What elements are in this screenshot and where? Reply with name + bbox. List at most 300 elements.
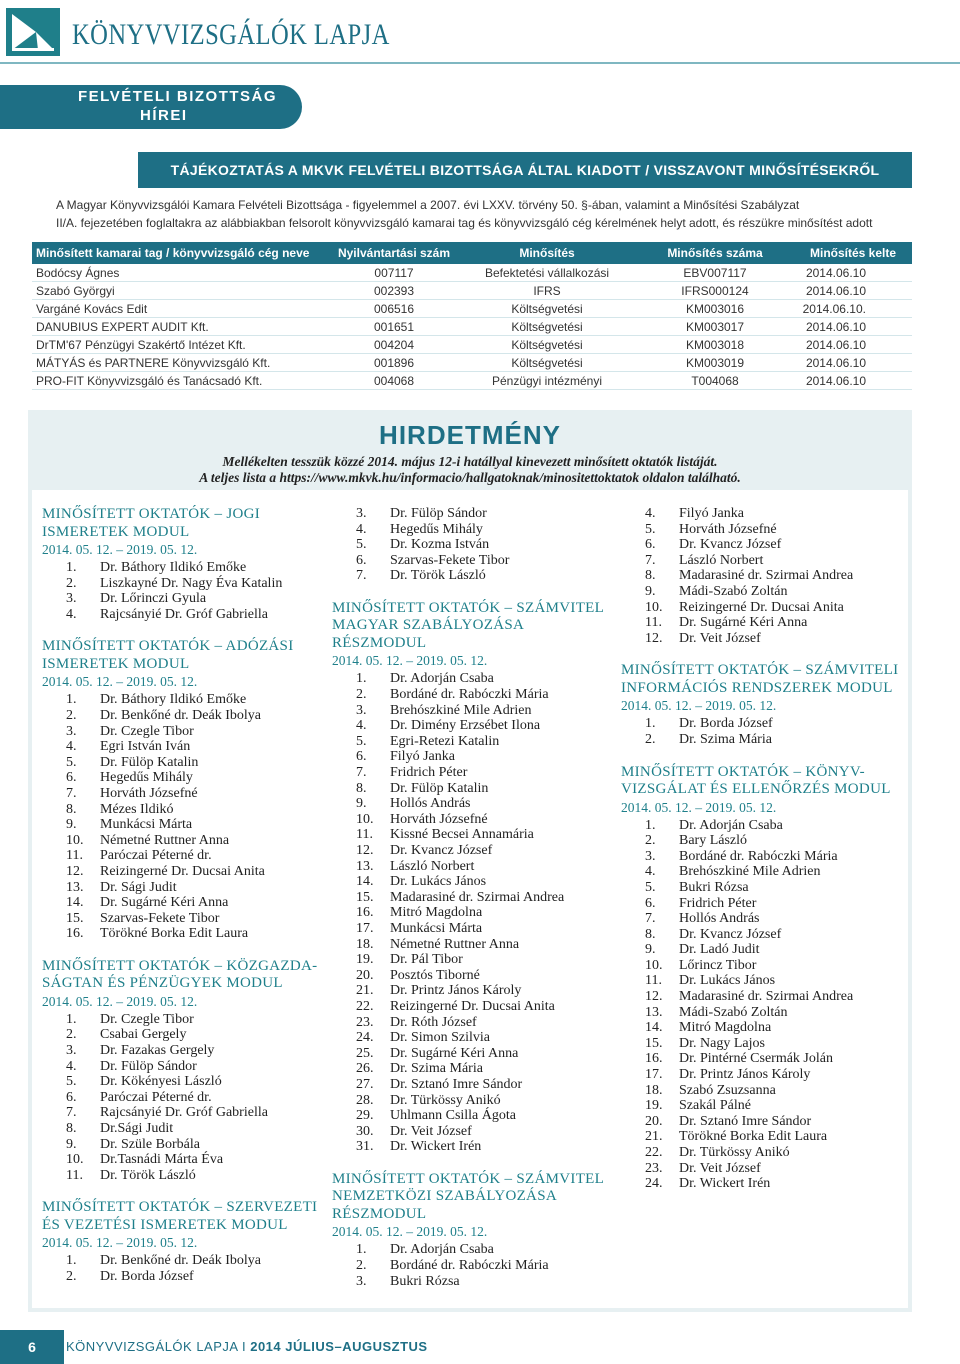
list-item [42, 692, 322, 708]
list-item-number: 24. [356, 1030, 374, 1046]
list-item [42, 1027, 322, 1043]
list-item-number: 19. [356, 952, 374, 968]
table-row [32, 372, 912, 390]
list-item [42, 817, 322, 833]
section-title: ÉS VEZETÉSI ISMERETEK MODUL [42, 1216, 288, 1233]
list-item-name: Hegedűs Mihály [390, 521, 483, 537]
list-item [621, 732, 906, 748]
list-item-number: 8. [645, 568, 656, 584]
section-title: MINŐSÍTETT OKTATÓK – SZERVEZETI [42, 1199, 318, 1216]
list-item [621, 973, 906, 989]
list-item-number: 21. [356, 983, 374, 999]
masthead-divider [0, 62, 960, 64]
cell-qualification-number: T004068 [636, 372, 794, 390]
list-item-number: 7. [66, 1105, 77, 1121]
list-item [42, 1105, 322, 1121]
list-item-number: 8. [66, 1121, 77, 1137]
list-item [42, 1012, 322, 1028]
list-item-number: 13. [66, 879, 84, 895]
list-item-number: 10. [66, 832, 84, 848]
footer-publication: KÖNYVVIZSGÁLÓK LAPJA [66, 1339, 238, 1354]
cell-qualification: Költségvetési [458, 300, 636, 318]
section-title: MINŐSÍTETT OKTATÓK – ADÓZÁSI [42, 638, 294, 655]
list-item-number: 1. [356, 1242, 367, 1258]
section-tab [66, 85, 302, 129]
list-item-number: 11. [66, 848, 83, 864]
section-gap [42, 942, 322, 958]
list-item-name: László Norbert [679, 552, 764, 568]
list-item [621, 880, 906, 896]
cell-date: 2014.06.10 [794, 372, 912, 390]
list-item-number: 8. [645, 926, 656, 942]
instructor-list [42, 1253, 322, 1284]
list-item-name: Paróczai Péterné dr. [100, 848, 212, 864]
list-item-name: Dr. Veit József [679, 630, 761, 646]
logo-mark-icon [6, 8, 60, 56]
list-item-name: Dr. Sági Judit [100, 879, 177, 895]
list-item [332, 999, 612, 1015]
cell-qualification: Költségvetési [458, 354, 636, 372]
cell-qualification: Költségvetési [458, 318, 636, 336]
cell-date: 2014.06.10 [794, 282, 912, 300]
list-item-number: 2. [645, 731, 656, 747]
logo [6, 8, 60, 56]
footer-issue: 2014 JÚLIUS–AUGUSZTUS [250, 1339, 428, 1354]
list-item [621, 833, 906, 849]
list-item-name: Dr. Simon Szilvia [390, 1030, 490, 1046]
list-item [621, 1145, 906, 1161]
list-item [621, 911, 906, 927]
instructor-section [42, 942, 322, 1184]
instructor-list [621, 818, 906, 1192]
list-item-name: Fridrich Péter [390, 765, 468, 781]
list-item [42, 607, 322, 623]
list-item-name: Hollós András [679, 911, 760, 927]
list-item-number: 2. [356, 1257, 367, 1273]
instructor-list [332, 671, 612, 1154]
section-date-range: 2014. 05. 12. – 2019. 05. 12. [42, 674, 198, 690]
notice-subtitle-2: A teljes lista a https://www.mkvk.hu/informacio/hallgatoknak/minositettoktatok oldalon található. [199, 470, 741, 485]
list-item-name: Dr. Fülöp Katalin [390, 780, 489, 796]
list-item-name: Törökné Borka Edit Laura [100, 926, 249, 942]
col-header-qualification-number: Minősítés száma [636, 242, 794, 264]
footer-separator: I [241, 1339, 247, 1354]
list-item-name: Dr. Fülöp Sándor [390, 506, 487, 521]
list-item [332, 1015, 612, 1031]
list-item-number: 11. [645, 615, 662, 631]
list-item [332, 843, 612, 859]
list-item-name: Dr. Adorján Csaba [390, 671, 494, 687]
list-item-number: 13. [645, 1004, 663, 1020]
list-item-name: Dr. Báthory Ildikó Emőke [100, 560, 247, 575]
section-title: MAGYAR SZABÁLYOZÁSA [332, 617, 525, 634]
list-item [332, 765, 612, 781]
list-item-number: 2. [66, 1027, 77, 1043]
list-item [621, 553, 906, 569]
list-item [42, 591, 322, 607]
list-item-name: Dr. Pál Tibor [390, 952, 463, 968]
list-item-name: Lőrincz Tibor [679, 957, 757, 973]
list-item-name: Németné Ruttner Anna [390, 936, 520, 952]
list-item [332, 671, 612, 687]
list-item-name: Dr. Borda József [100, 1269, 194, 1284]
list-item [621, 1020, 906, 1036]
list-item-name: Rajcsányié Dr. Gróf Gabriella [100, 606, 268, 622]
list-item-number: 6. [645, 895, 656, 911]
section-tab-line1: FELVÉTELI BIZOTTSÁG [78, 88, 278, 105]
list-item-name: Egri István Iván [100, 739, 191, 755]
instructor-list [42, 1012, 322, 1184]
cell-qualification: Pénzügyi intézményi [458, 372, 636, 390]
list-item-number: 18. [645, 1082, 663, 1098]
list-item-number: 9. [645, 942, 656, 958]
list-item-number: 8. [356, 780, 367, 796]
list-item-number: 16. [645, 1051, 663, 1067]
list-item [332, 687, 612, 703]
col-header-reg-number: Nyilvántartási szám [330, 242, 458, 264]
list-item-name: Dr. Lőrinczi Gyula [100, 591, 207, 607]
list-item-number: 3. [356, 702, 367, 718]
list-item-name: Dr. Türkössy Anikó [390, 1092, 501, 1108]
list-item-name: Dr. Szima Mária [390, 1061, 483, 1077]
table-row [32, 336, 912, 354]
list-item-number: 5. [356, 537, 367, 553]
section-tab-line2: HÍREI [140, 107, 188, 124]
footer-text [66, 1339, 428, 1354]
section-title: SÁGTAN ÉS PÉNZÜGYEK MODUL [42, 975, 283, 992]
list-item [332, 537, 612, 553]
section-title: RÉSZMODUL [332, 634, 427, 651]
cell-date: 2014.06.10. [794, 300, 912, 318]
list-item [42, 833, 322, 849]
list-item-name: Dr. Benkőné dr. Deák Ibolya [100, 1253, 261, 1269]
list-item-name: Dr. Lukács János [679, 973, 776, 989]
list-item [621, 522, 906, 538]
list-item [42, 708, 322, 724]
list-item-number: 30. [356, 1123, 374, 1139]
list-item-number: 7. [645, 911, 656, 927]
section-date-range: 2014. 05. 12. – 2019. 05. 12. [621, 698, 777, 714]
list-item-name: Posztós Tiborné [390, 967, 480, 983]
list-item [621, 864, 906, 880]
list-item [42, 1168, 322, 1184]
list-item-number: 13. [356, 858, 374, 874]
list-item-number: 17. [645, 1067, 663, 1083]
list-item-name: Dr. Veit József [679, 1160, 761, 1176]
instructor-column-3 [621, 506, 906, 1192]
list-item [621, 1083, 906, 1099]
list-item [42, 1152, 322, 1168]
list-item-name: Fridrich Péter [679, 895, 757, 911]
list-item-name: Szabó Zsuzsanna [679, 1082, 776, 1098]
list-item-name: Bordáné dr. Rabóczki Mária [390, 1257, 549, 1273]
list-item-name: Rajcsányié Dr. Gróf Gabriella [100, 1105, 268, 1121]
list-item-name: Dr. Kvancz József [679, 537, 782, 553]
list-item [42, 1269, 322, 1285]
list-item [42, 1059, 322, 1075]
list-item-number: 5. [645, 521, 656, 537]
table-row [32, 300, 912, 318]
list-item-name: Brehószkiné Mile Adrien [679, 864, 821, 880]
list-item-name: Dr. Fülöp Katalin [100, 754, 199, 770]
list-item-name: Horváth Józsefné [390, 811, 488, 827]
col-header-date: Minősítés kelte [794, 242, 912, 264]
table-row [32, 282, 912, 300]
cell-reg-number: 001896 [330, 354, 458, 372]
list-item [42, 1121, 322, 1137]
section-title: MINŐSÍTETT OKTATÓK – SZÁMVITELI [621, 662, 899, 679]
list-item-number: 4. [356, 521, 367, 537]
cell-name: Szabó Györgyi [32, 282, 330, 300]
list-item-number: 7. [356, 568, 367, 584]
list-item [621, 1051, 906, 1067]
list-item-number: 2. [66, 707, 77, 723]
section-title: NEMZETKÖZI SZABÁLYOZÁSA [332, 1188, 557, 1205]
list-item-number: 14. [66, 895, 84, 911]
list-item-name: Dr. Török László [390, 568, 486, 584]
list-item-number: 2. [356, 687, 367, 703]
section-title: MINŐSÍTETT OKTATÓK – SZÁMVITEL [332, 1170, 605, 1187]
list-item-number: 21. [645, 1129, 663, 1145]
list-item-number: 1. [66, 560, 77, 575]
list-item [332, 983, 612, 999]
notice-panel-border-bottom [28, 1308, 912, 1312]
section-tab-bar [0, 85, 66, 129]
instructor-section [621, 646, 906, 747]
list-item-number: 4. [645, 506, 656, 521]
list-item-name: Bukri Rózsa [679, 879, 749, 895]
list-item-number: 19. [645, 1098, 663, 1114]
list-item [332, 734, 612, 750]
notice-panel-border-right [908, 490, 912, 1312]
list-item-number: 26. [356, 1061, 374, 1077]
list-item [332, 874, 612, 890]
section-title: INFORMÁCIÓS RENDSZEREK MODUL [621, 679, 893, 696]
section-gap [621, 646, 906, 662]
section-gap [332, 1155, 612, 1171]
list-item [42, 739, 322, 755]
list-item [621, 1098, 906, 1114]
list-item-number: 22. [645, 1145, 663, 1160]
list-item-number: 7. [66, 785, 77, 801]
list-item-name: Madarasiné dr. Szirmai Andrea [679, 989, 854, 1005]
list-item [332, 1077, 612, 1093]
list-item-number: 3. [66, 723, 77, 739]
list-item [332, 937, 612, 953]
list-item-number: 4. [645, 864, 656, 880]
list-item [332, 827, 612, 843]
cell-qualification-number: EBV007117 [636, 264, 794, 282]
section-title: MINŐSÍTETT OKTATÓK – KÖNYV- [621, 763, 865, 780]
list-item-name: Németné Ruttner Anna [100, 832, 230, 848]
list-item-name: Dr. Kvancz József [390, 843, 493, 858]
list-item-number: 10. [645, 599, 663, 615]
list-item-number: 1. [356, 671, 367, 687]
list-item [332, 506, 612, 522]
list-item-number: 27. [356, 1076, 374, 1092]
list-item-number: 31. [356, 1139, 374, 1155]
cell-name: MÁTYÁS és PARTNERE Könyvvizsgáló Kft. [32, 354, 330, 372]
list-item [621, 1176, 906, 1192]
notice-subtitle-1: Mellékelten tesszük közzé 2014. május 12-i hatállyal kinevezett minősített oktatók listáját. [222, 454, 718, 469]
cell-qualification-number: KM003017 [636, 318, 794, 336]
list-item-number: 7. [645, 552, 656, 568]
list-item-number: 5. [66, 1074, 77, 1090]
list-item [332, 718, 612, 734]
section-title: ISMERETEK MODUL [42, 655, 190, 672]
list-item-name: Szarvas-Fekete Tibor [100, 910, 220, 926]
list-item [621, 1005, 906, 1021]
col-header-name: Minősített kamarai tag / könyvvizsgáló cég neve [32, 242, 330, 264]
list-item-name: Madarasiné dr. Szirmai Andrea [679, 568, 854, 584]
list-item-number: 7. [356, 765, 367, 781]
list-item-number: 4. [66, 606, 77, 622]
list-item-number: 11. [356, 827, 373, 843]
list-item-number: 24. [645, 1176, 663, 1192]
intro-line-2: II/A. fejezetében foglaltakra az alábbiakban felsorolt könyvvizsgáló kamarai tag és könyvvizsgáló cég kérelmének helyt adott, és részükre minősítést adott [56, 216, 873, 230]
list-item-number: 6. [356, 552, 367, 568]
list-item-number: 15. [645, 1035, 663, 1051]
cell-name: Bodócsy Ágnes [32, 264, 330, 282]
list-item [42, 926, 322, 942]
list-item [332, 1242, 612, 1258]
list-item [42, 770, 322, 786]
cell-reg-number: 007117 [330, 264, 458, 282]
list-item-number: 4. [356, 718, 367, 734]
list-item-name: Dr. Adorján Csaba [679, 817, 783, 833]
instructor-section [332, 584, 612, 1155]
cell-qualification: Költségvetési [458, 336, 636, 354]
list-item-number: 17. [356, 920, 374, 936]
cell-date: 2014.06.10 [794, 354, 912, 372]
list-item [621, 958, 906, 974]
cell-reg-number: 006516 [330, 300, 458, 318]
list-item-number: 2. [66, 1269, 77, 1284]
list-item [332, 522, 612, 538]
section-gap [332, 584, 612, 600]
section-title: ISMERETEK MODUL [42, 523, 190, 540]
list-item [332, 781, 612, 797]
list-item-number: 16. [356, 905, 374, 921]
list-item [332, 749, 612, 765]
list-item [332, 890, 612, 906]
list-item [42, 802, 322, 818]
list-item-number: 10. [356, 811, 374, 827]
list-item-number: 3. [66, 591, 77, 607]
list-item [42, 880, 322, 896]
section-date-range: 2014. 05. 12. – 2019. 05. 12. [332, 1224, 488, 1240]
list-item-number: 20. [356, 967, 374, 983]
list-item-name: Dr. Czegle Tibor [100, 723, 194, 739]
list-item [621, 716, 906, 732]
list-item [42, 911, 322, 927]
list-item [42, 755, 322, 771]
list-item-name: Mádi-Szabó Zoltán [679, 1004, 788, 1020]
section-date-range: 2014. 05. 12. – 2019. 05. 12. [42, 993, 198, 1009]
list-item-number: 10. [66, 1152, 84, 1168]
cell-qualification: Befektetési vállalkozási [458, 264, 636, 282]
instructor-column-2 [332, 506, 612, 1289]
instructor-list [42, 560, 322, 622]
list-item-name: Madarasiné dr. Szirmai Andrea [390, 889, 565, 905]
list-item [332, 1061, 612, 1077]
list-item-number: 9. [645, 583, 656, 599]
list-item-name: Dr. Sugárné Kéri Anna [100, 895, 229, 911]
cell-reg-number: 001651 [330, 318, 458, 336]
list-item-number: 1. [66, 1011, 77, 1027]
list-item-name: Dr. Kökényesi László [100, 1074, 222, 1090]
list-item-number: 5. [645, 879, 656, 895]
list-item-name: Reizingerné Dr. Ducsai Anita [390, 998, 555, 1014]
list-item [621, 1114, 906, 1130]
list-item-number: 1. [645, 817, 656, 833]
list-item-name: Egri-Retezi Katalin [390, 733, 500, 749]
cell-reg-number: 004068 [330, 372, 458, 390]
list-item-name: Hegedűs Mihály [100, 770, 193, 786]
section-gap [42, 622, 322, 638]
cell-reg-number: 004204 [330, 336, 458, 354]
list-item-name: Horváth Józsefné [679, 521, 777, 537]
list-item-name: Dr. Fülöp Sándor [100, 1058, 197, 1074]
list-item-number: 4. [66, 739, 77, 755]
list-item [42, 864, 322, 880]
list-item [332, 952, 612, 968]
list-item-name: Dr. Sugárné Kéri Anna [679, 615, 808, 631]
intro-text [56, 196, 914, 232]
list-item-name: Dr. Török László [100, 1167, 196, 1183]
list-item-name: Dr. Róth József [390, 1014, 477, 1030]
list-item-number: 2. [66, 575, 77, 591]
list-item [332, 921, 612, 937]
list-item-number: 12. [645, 989, 663, 1005]
list-item [332, 1030, 612, 1046]
qualification-table [32, 242, 912, 390]
list-item-number: 16. [66, 926, 84, 942]
list-item [621, 631, 906, 647]
list-item [42, 560, 322, 576]
notice-title: HIRDETMÉNY [379, 420, 561, 450]
list-item [621, 506, 906, 522]
list-item [621, 896, 906, 912]
list-item-name: Mitró Magdolna [679, 1020, 772, 1036]
instructor-column-1 [42, 506, 322, 1285]
list-item-number: 1. [66, 1253, 77, 1269]
instructor-list [332, 1242, 612, 1289]
instructor-section [621, 506, 906, 646]
cell-reg-number: 002393 [330, 282, 458, 300]
list-item-name: Törökné Borka Edit Laura [679, 1129, 828, 1145]
section-date-range: 2014. 05. 12. – 2019. 05. 12. [332, 653, 488, 669]
list-item [42, 1137, 322, 1153]
list-item-name: Munkácsi Márta [100, 817, 193, 833]
list-item [621, 989, 906, 1005]
list-item-number: 20. [645, 1113, 663, 1129]
list-item-number: 9. [66, 817, 77, 833]
list-item [42, 895, 322, 911]
list-item-name: Dr. Sztanó Imre Sándor [390, 1076, 523, 1092]
list-item-name: Hollós András [390, 796, 471, 812]
instructor-section [332, 506, 612, 584]
list-item [332, 1093, 612, 1109]
cell-date: 2014.06.10 [794, 264, 912, 282]
instructor-list [621, 716, 906, 747]
list-item [42, 1074, 322, 1090]
list-item-name: Bordáné dr. Rabóczki Mária [390, 687, 549, 703]
list-item-name: Dr. Szüle Borbála [100, 1136, 200, 1152]
list-item-number: 29. [356, 1108, 374, 1124]
list-item-number: 9. [356, 796, 367, 812]
cell-qualification-number: KM003019 [636, 354, 794, 372]
